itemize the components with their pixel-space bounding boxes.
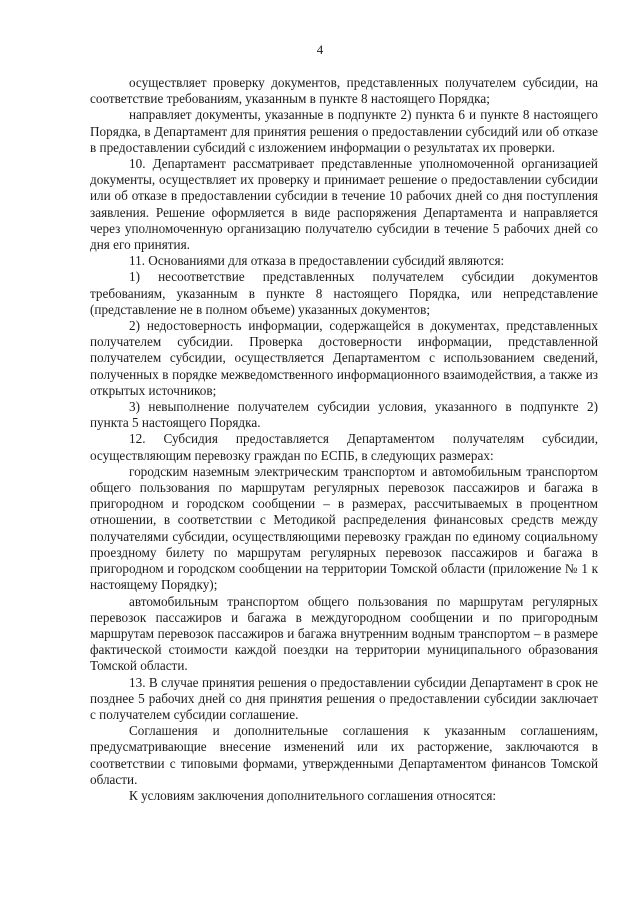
paragraph-agreements: Соглашения и дополнительные соглашения к указанным соглашениям, предусматривающие внесение изменений или их расторжение, заключаются в соответствии с типовыми формами, утвержденными Департаментом финансов Томской области.: [90, 723, 598, 787]
paragraph-additional-agreement-conditions: К условиям заключения дополнительного соглашения относятся:: [129, 787, 497, 803]
paragraph-item-10: 10. Департамент рассматривает представленные уполномоченной организацией документы, осуществляет их проверку и принимает решение о предоставлении субсидии или об отказе в предоставлении субсидии в течение 10 рабочих дней со дня поступления заявления. Решение оформляется в виде распоряжения Департамента и направляется через уполномоченную организацию получателю субсидии в течение 5 рабочих дней со дня его принятия.: [90, 156, 598, 253]
document-body: [90, 75, 598, 804]
paragraph-item-13: 13. В случае принятия решения о предоставлении субсидии Департамент в срок не позднее 5 рабочих дней со дня принятия решения о предоставлении субсидии заключает с получателем субсидии соглашение.: [90, 674, 598, 722]
paragraph-document-check: осуществляет проверку документов, представленных получателем субсидии, на соответствие требованиям, указанным в пункте 8 настоящего Порядка;: [90, 75, 598, 107]
paragraph-item-12: 12. Субсидия предоставляется Департаментом получателям субсидии, осуществляющим перевозку граждан по ЕСПБ, в следующих размерах:: [90, 431, 598, 463]
paragraph-item-11: 11. Основаниями для отказа в предоставлении субсидий являются:: [129, 253, 505, 269]
paragraph-refusal-reason-1: 1) несоответствие представленных получателем субсидии документов требованиям, указанным в пункте 8 настоящего Порядка, или непредставление (представление не в полном объеме) указанных документов;: [90, 269, 598, 317]
paragraph-refusal-reason-2: 2) недостоверность информации, содержащейся в документах, представленных получателем субсидии. Проверка достоверности информации, представленной получателем субсидии, осуществляется Департаментом с использованием сведений, полученных в порядке межведомственного информационного взаимодействия, а также из открытых источников;: [90, 318, 598, 398]
paragraph-urban-transport: городским наземным электрическим транспортом и автомобильным транспортом общего пользования по маршрутам регулярных перевозок пассажиров и багажа в пригородном и городском сообщении – в размерах, рассчитываемых в процентном отношении, в соответствии с Методикой распределения финансовых средств между получателями субсидии, осуществляющими перевозку граждан по единому социальному проездному билету по маршрутам регулярных перевозок пассажиров и багажа в пригородном и городском сообщении на территории Томской области (приложение № 1 к настоящему Порядку);: [90, 463, 598, 593]
paragraph-forward-documents: направляет документы, указанные в подпункте 2) пункта 6 и пункте 8 настоящего Порядка, в Департамент для принятия решения о предоставлении субсидий или об отказе в предоставлении субсидий с изложением информации о результатах их проверки.: [90, 107, 598, 155]
paragraph-intercity-transport: автомобильным транспортом общего пользования по маршрутам регулярных перевозок пассажиров и багажа в междугородном сообщении и по пригородным маршрутам перевозок пассажиров и багажа внутренним водным транспортом – в размере фактической стоимости каждой поездки на территории муниципального образования Томской области.: [90, 593, 598, 674]
paragraph-refusal-reason-3: 3) невыполнение получателем субсидии условия, указанного в подпункте 2) пункта 5 настоящего Порядка.: [90, 399, 598, 431]
page-number: 4: [316, 42, 324, 57]
